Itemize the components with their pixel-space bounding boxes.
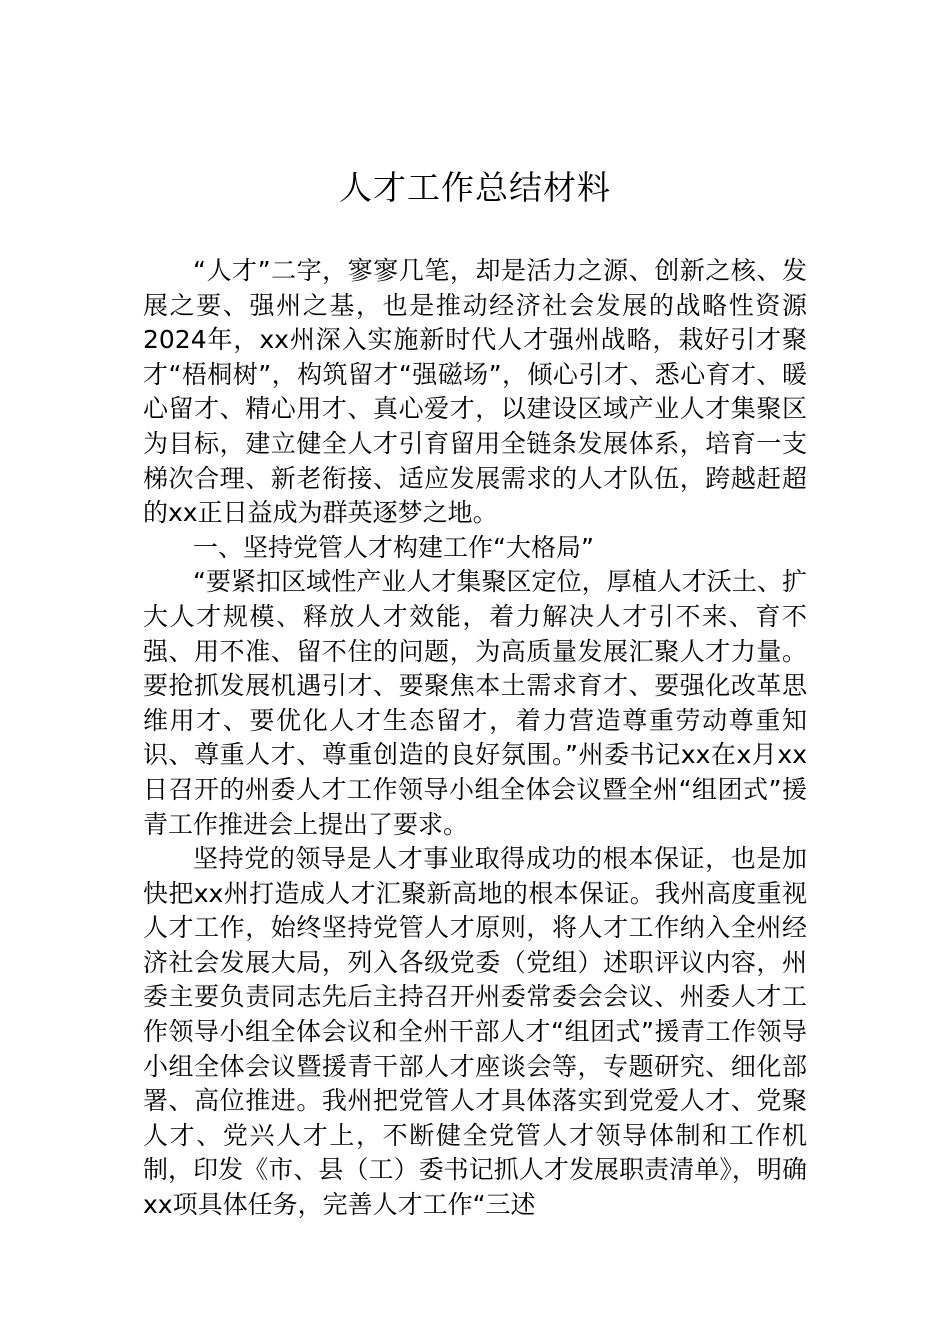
- section-paragraph: 坚持党的领导是人才事业取得成功的根本保证，也是加快把xx州打造成人才汇聚新高地的根本保证。我州高度重视人才工作，始终坚持党管人才原则，将人才工作纳入全州经济社会发展大局，列入各级党委（党组）述职评议内容，州委主要负责同志先后主持召开州委常委会会议、州委人才工作领导小组全体会议和全州干部人才“组团式”援青工作领导小组全体会议暨援青干部人才座谈会等，专题研究、细化部署、高位推进。我州把党管人才具体落实到党爱人才、党聚人才、党兴人才上，不断健全党管人才领导体制和工作机制，印发《市、县（工）委书记抓人才发展职责清单》，明确xx项具体任务，完善人才工作“三述: [143, 844, 807, 1220]
- document-title: 人才工作总结材料: [339, 168, 611, 207]
- intro-paragraph: “人才”二字，寥寥几笔，却是活力之源、创新之核、发展之要、强州之基，也是推动经济社会发展的战略性资源2024年，xx州深入实施新时代人才强州战略，栽好引才聚才“梧桐树”，构筑留才“强磁场”，倾心引才、悉心育才、暖心留才、精心用才、真心爱才，以建设区域产业人才集聚区为目标，建立健全人才引育留用全链条发展体系，培育一支梯次合理、新老衔接、适应发展需求的人才队伍，跨越赶超的xx正日益成为群英逐梦之地。: [143, 256, 807, 528]
- section-heading: 一、坚持党管人才构建工作“大格局”: [193, 532, 594, 562]
- document-body: [143, 254, 807, 1223]
- section-paragraph: “要紧扣区域性产业人才集聚区定位，厚植人才沃土、扩大人才规模、释放人才效能，着力解决人才引不来、育不强、用不准、留不住的问题，为高质量发展汇聚人才力量。要抢抓发展机遇引才、要聚焦本土需求育才、要强化改革思维用才、要优化人才生态留才，着力营造尊重劳动尊重知识、尊重人才、尊重创造的良好氛围。”州委书记xx在x月xx日召开的州委人才工作领导小组全体会议暨全州“组团式”援青工作推进会上提出了要求。: [143, 567, 807, 839]
